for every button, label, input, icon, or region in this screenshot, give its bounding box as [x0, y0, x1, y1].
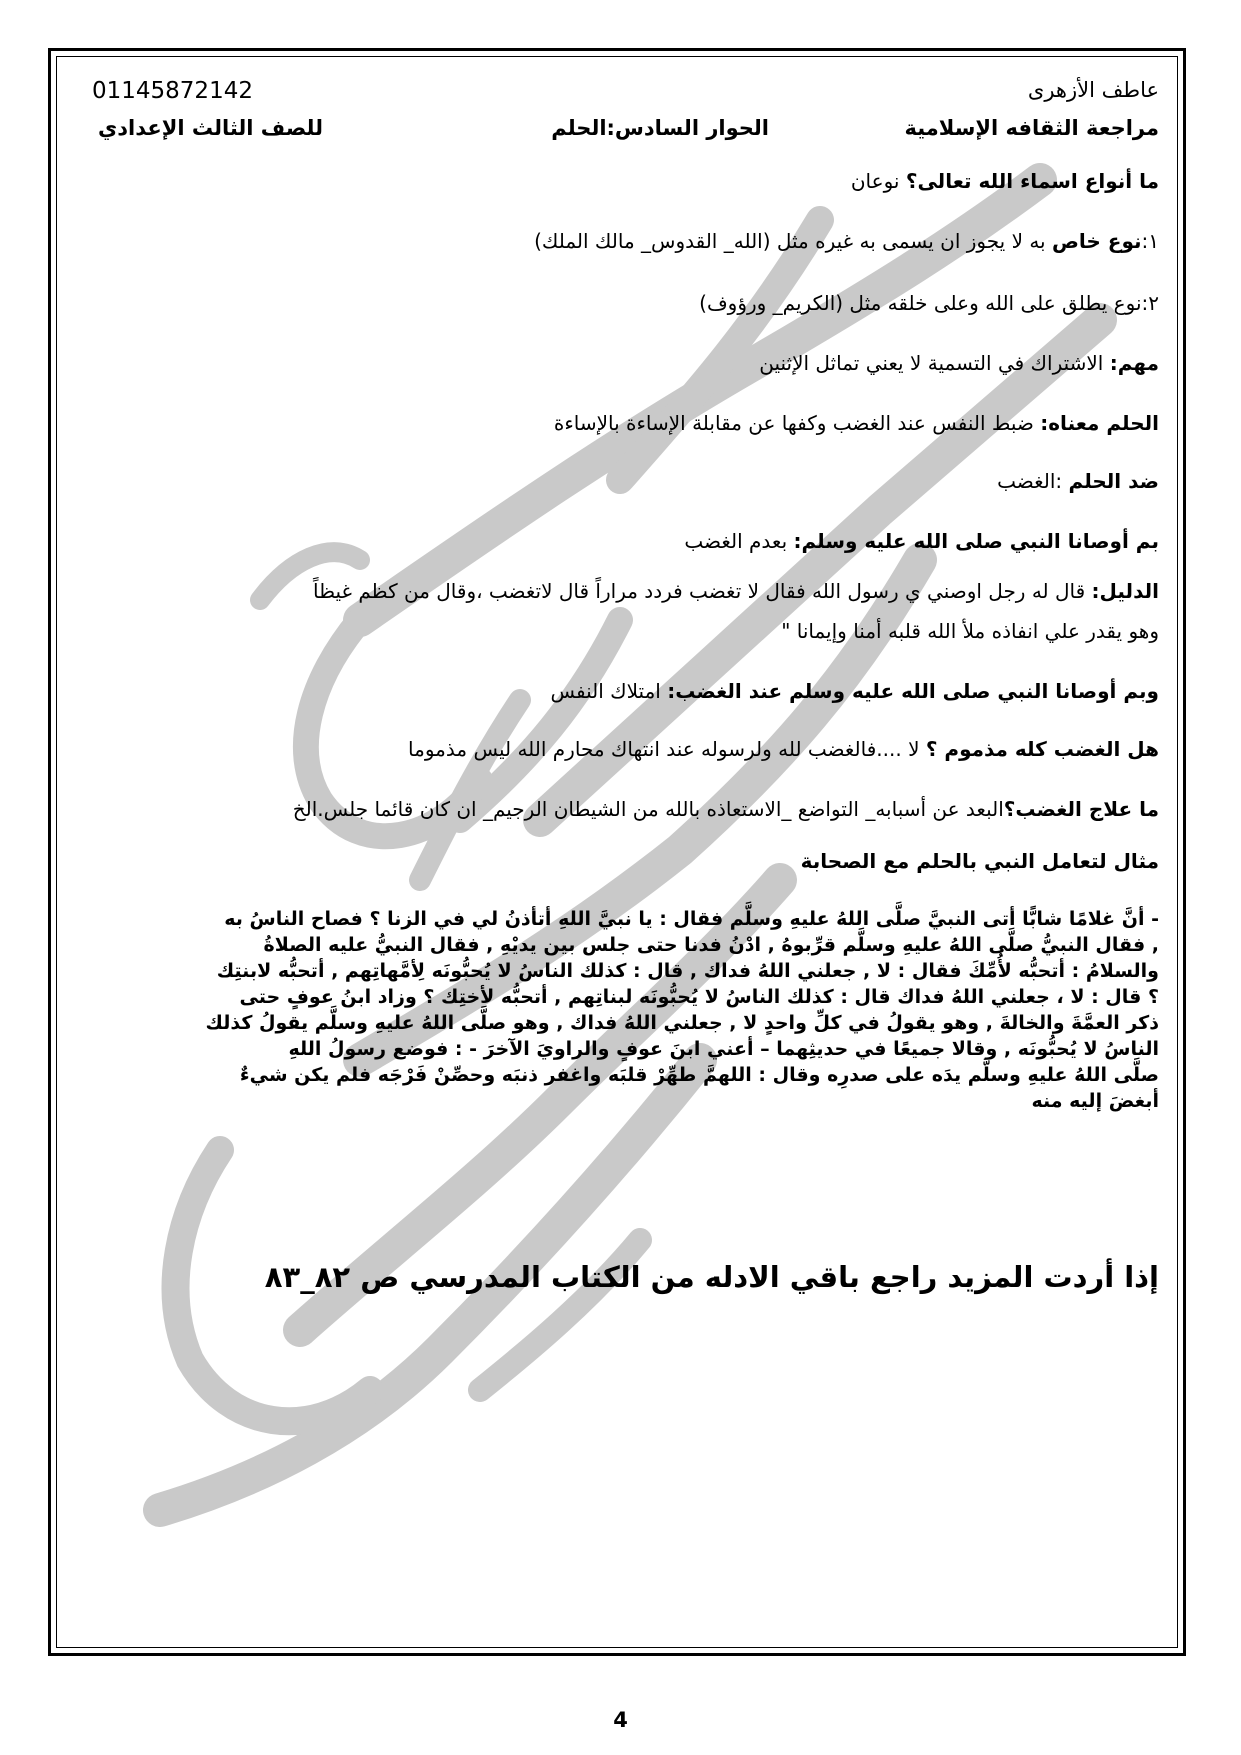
type1-label: نوع خاص: [1051, 229, 1142, 253]
opposite-text: :الغضب: [997, 469, 1069, 493]
definition-label: الحلم معناه:: [1040, 411, 1159, 435]
example-line: , فقال النبيُّ صلَّى اللهُ عليهِ وسلَّم قرِّبوهُ , ادْنُ فدنا حتى جلس بين يديْهِ , فقال النبيُّ عليه الصلاةُ: [263, 934, 1159, 957]
advice-text: بعدم الغضب: [684, 529, 794, 553]
cure-line: [78, 796, 1159, 823]
example-line: الناسُ لا يُحبُّونَه , وقالا جميعًا في حديثِهما – أعني ابنَ عوفٍ والراويَ الآخرَ - : فوضع رسولُ اللهِ: [288, 1038, 1159, 1061]
advice2-text: امتلاك النفس: [550, 679, 668, 703]
example-line: أبغضَ إليه منه: [1031, 1090, 1159, 1113]
definition-line: [78, 410, 1159, 437]
example-line: والسلامُ : أتحبُّه لأُمِّكَ فقال : لا , جعلني اللهُ فداك , قال : كذلك الناسُ لا يُحبُّونَه لِأمَّهاتِهم , أتحبُّه لابنتِك: [216, 960, 1159, 983]
opposite-label: ضد الحلم: [1068, 469, 1159, 493]
evidence-line1: [78, 578, 1159, 605]
author-name: عاطف الأزهرى: [1027, 78, 1159, 102]
phone-number: 01145872142: [92, 78, 253, 104]
example-line: صلَّى اللهُ عليهِ وسلَّم يدَه على صدرِه وقال : اللهمَّ طهِّرْ قلبَه واغفر ذنبَه وحصِّنْ فَرْجَه فلم يكن شيءٌ: [239, 1064, 1159, 1087]
type2-line: ٢:نوع يطلق على الله وعلى خلقه مثل (الكريم_ ورؤوف): [699, 291, 1159, 315]
type1-text: به لا يجوز ان يسمى به غيره مثل (الله_ القدوس_ مالك الملك): [534, 229, 1052, 253]
definition-text: ضبط النفس عند الغضب وكفها عن مقابلة الإساءة بالإساءة: [553, 411, 1041, 435]
advice-line: [78, 528, 1159, 555]
advice-label: بم أوصانا النبي صلى الله عليه وسلم:: [793, 529, 1159, 553]
example-line: - أنَّ غلامًا شابًّا أتى النبيَّ صلَّى اللهُ عليهِ وسلَّم فقال : يا نبيَّ اللهِ أتأذنُ لي في الزنا ؟ فصاح الناسُ به: [224, 908, 1159, 930]
question-label: ما أنواع اسماء الله تعالى؟: [905, 169, 1159, 193]
lesson-title: الحوار السادس:الحلم: [551, 116, 769, 140]
example-title: مثال لتعامل النبي بالحلم مع الصحابة: [800, 849, 1159, 873]
footer-note: إذا أردت المزيد راجع باقي الادله من الكتاب المدرسي ص ٨٢_٨٣: [264, 1260, 1159, 1294]
q-names-types: [78, 168, 1159, 195]
type1-number: ١:: [1141, 229, 1159, 253]
note-text: الاشتراك في التسمية لا يعني تماثل الإثنين: [759, 351, 1110, 375]
evidence-text-1: قال له رجل اوصني ي رسول الله فقال لا تغضب فردد مراراً قال لاتغضب ،وقال من كظم غيظاً: [313, 579, 1092, 603]
evidence-line2: وهو يقدر علي انفاذه ملأ الله قلبه أمنا وإيمانا ": [781, 619, 1159, 643]
advice2-line: [78, 678, 1159, 705]
cure-text: البعد عن أسبابه_ التواضع _الاستعاذه بالله من الشيطان الرجيم_ ان كان قائما جلس.الخ: [292, 797, 1004, 821]
blame-label: هل الغضب كله مذموم ؟: [925, 737, 1159, 761]
type1-line: [78, 228, 1159, 255]
example-line: ؟ قال : لا ، جعلني اللهُ فداك قال : كذلك الناسُ لا يُحبُّونَه لبناتِهم , أتحبُّه لأختِك ؟ وزاد ابنُ عوفٍ حتى: [239, 986, 1159, 1009]
subject-title: مراجعة الثقافه الإسلامية: [904, 116, 1159, 140]
note-line: [78, 350, 1159, 377]
advice2-label: وبم أوصانا النبي صلى الله عليه وسلم عند الغضب:: [667, 679, 1159, 703]
evidence-label: الدليل:: [1091, 579, 1159, 603]
answer-text: نوعان: [850, 169, 906, 193]
blame-text: لا ....فالغضب لله ولرسوله عند انتهاك محارم الله ليس مذموما: [408, 737, 926, 761]
header-row: [80, 116, 1159, 150]
page-number: 4: [613, 1708, 628, 1732]
example-paragraph: [78, 906, 1159, 1114]
note-label: مهم:: [1109, 351, 1159, 375]
example-line: ذكر العمَّةَ والخالةَ , وهو يقولُ في كلِّ واحدٍ لا , جعلني اللهُ فداك , وهو صلَّى اللهُ عليهِ وسلَّم يقولُ كذلك: [205, 1012, 1159, 1035]
blame-line: [78, 736, 1159, 763]
opposite-line: [78, 468, 1159, 495]
grade-label: للصف الثالث الإعدادي: [98, 116, 323, 140]
cure-label: ما علاج الغضب؟: [1003, 797, 1159, 821]
